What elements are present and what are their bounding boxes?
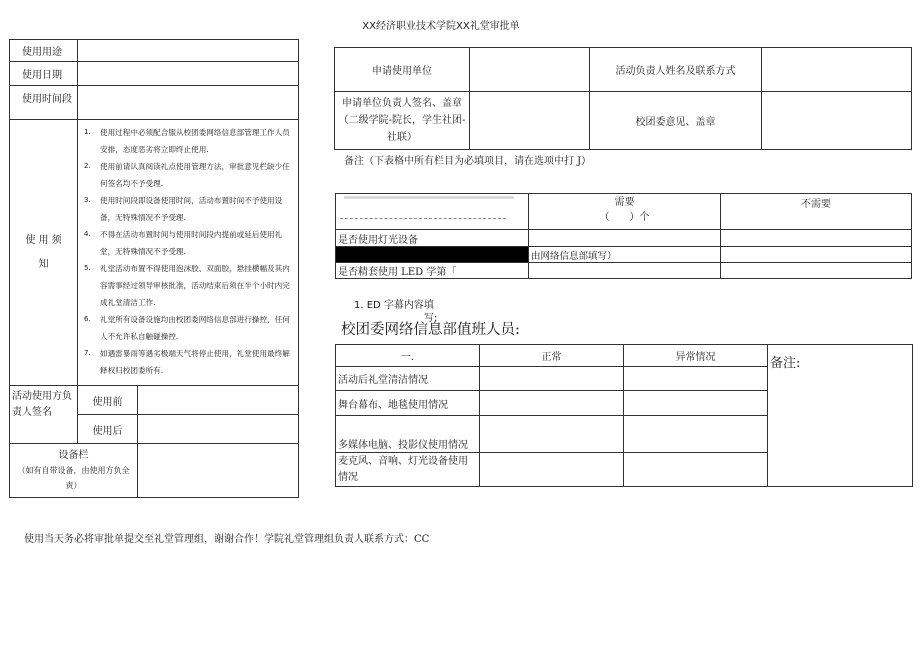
usage-date-row xyxy=(10,62,299,86)
notice-number: 6. xyxy=(84,315,91,323)
sign-before-label: 使用前 xyxy=(78,386,138,415)
light-need-cell[interactable] xyxy=(529,230,721,247)
led-content-note: 1. ED 字幕内容填 xyxy=(354,300,434,311)
sign-label: 活动使用方负责人签名 xyxy=(10,386,78,444)
usage-purpose-field[interactable] xyxy=(78,40,299,62)
notice-number: 3. xyxy=(84,196,91,204)
usage-time-field[interactable] xyxy=(78,86,299,120)
league-opinion-field[interactable] xyxy=(762,92,912,150)
sign-before-row xyxy=(10,386,299,415)
clean-normal-cell[interactable] xyxy=(480,367,624,391)
led-label: 是否精套使用 LED 学第「 xyxy=(336,263,529,279)
multimedia-normal-cell[interactable] xyxy=(480,416,624,453)
notice-row xyxy=(10,120,299,386)
notice-list xyxy=(78,120,299,386)
equipment-table xyxy=(335,193,912,279)
application-row xyxy=(335,48,912,92)
equip-label-cell xyxy=(10,444,138,498)
notice-number: 1. xyxy=(84,128,91,136)
network-fill-label: 由网络信息部填写） xyxy=(529,247,721,263)
no-need-option[interactable]: 不需要 xyxy=(721,194,912,230)
sign-before-field[interactable] xyxy=(138,386,299,415)
footer-note: 使用当天务必将审批单提交至礼堂管理组，谢谢合作！学院礼堂管理组负责人联系方式：CC xyxy=(24,534,430,545)
notice-label: 使 用 须 知 xyxy=(10,120,78,386)
notice-text: 使用前请认真阅读礼点使用管理方法，审批意见栏缺少任何签名均不予受理. xyxy=(100,162,290,188)
sign-after-field[interactable] xyxy=(138,415,299,444)
equip-note: （如有自带设备，由使用方负全责） xyxy=(17,466,130,490)
notice-text: 使用过程中必须配合服从校团委网络信息部管理工作人员安排，态度恶劣将立即终止使用. xyxy=(100,128,290,154)
equip-row xyxy=(10,444,299,498)
notice-text: 如遇雷暴雨等遇劣极端天气将停止使用，礼堂使用最终解释权归校团委所有. xyxy=(100,349,290,375)
notice-text: 礼堂活动布置不得使用泡沫胶、双面胶，悬挂横幅及其内容需事经过领导审核批准，活动结束后须在半个小时内完成礼堂清洁工作. xyxy=(100,264,290,307)
application-table xyxy=(334,47,912,150)
redacted-cell xyxy=(336,247,529,263)
equip-header-blank xyxy=(336,194,529,230)
multimedia-abnormal-cell[interactable] xyxy=(624,416,768,453)
usage-info-table xyxy=(9,39,299,498)
need-label: 需要 xyxy=(614,197,635,208)
audio-abnormal-cell[interactable] xyxy=(624,453,768,487)
unit-sign-field[interactable] xyxy=(470,92,590,150)
equip-label: 设备栏 xyxy=(58,450,89,461)
light-row xyxy=(336,230,912,247)
notice-item xyxy=(84,226,292,260)
contact-field[interactable] xyxy=(762,48,912,92)
usage-purpose-row xyxy=(10,40,299,62)
notice-item xyxy=(84,260,292,311)
duty-head-first: 一. xyxy=(336,345,480,367)
applicant-unit-field[interactable] xyxy=(470,48,590,92)
usage-time-label: 使用时间段 xyxy=(10,86,78,120)
network-no-need-cell[interactable] xyxy=(721,247,912,263)
notice-text: 礼堂所有设备设施均由校团委网络信息部进行操控，任何人不允许私自触碰操控. xyxy=(100,315,290,341)
need-count: （ ）个 xyxy=(599,212,650,223)
applicant-unit-label: 申请使用单位 xyxy=(335,48,470,92)
notice-number: 5. xyxy=(84,264,91,272)
duty-header-row xyxy=(336,345,913,367)
notice-item xyxy=(84,192,292,226)
need-option[interactable] xyxy=(529,194,721,230)
unit-sign-label: 申请单位负责人签名、盖章（二级学院-院长，学生社团-社联） xyxy=(335,92,470,150)
notice-number: 4. xyxy=(84,230,91,238)
notice-number: 7. xyxy=(84,349,91,357)
normal-header: 正常 xyxy=(480,345,624,367)
led-content-note-cont: 写: xyxy=(424,313,438,324)
usage-purpose-label: 使用用途 xyxy=(10,40,78,62)
led-row xyxy=(336,263,912,279)
notice-text: 使用时间段即设备使用时间，活动布置时间不予使用设备，无特殊情况不予受理. xyxy=(100,196,283,222)
light-label: 是否使用灯光设备 xyxy=(336,230,529,247)
form-title: XX经济职业技术学院XX礼堂审批单 xyxy=(362,21,520,32)
equip-field[interactable] xyxy=(138,444,299,498)
notice-item xyxy=(84,124,292,158)
notice-number: 2. xyxy=(84,162,91,170)
usage-date-label: 使用日期 xyxy=(10,62,78,86)
notice-item xyxy=(84,311,292,345)
duty-check-table xyxy=(335,344,913,487)
remark-note: 备注（下表格中所有栏目为必填项目，请在选项中打 J） xyxy=(344,156,592,167)
audio-normal-cell[interactable] xyxy=(480,453,624,487)
equip-header-row xyxy=(336,194,912,230)
clean-abnormal-cell[interactable] xyxy=(624,367,768,391)
multimedia-label: 多媒体电脑、投影仪使用情况 xyxy=(336,416,480,453)
stage-abnormal-cell[interactable] xyxy=(624,391,768,416)
sign-after-label: 使用后 xyxy=(78,415,138,444)
usage-time-row xyxy=(10,86,299,120)
notice-item xyxy=(84,345,292,379)
light-no-need-cell[interactable] xyxy=(721,230,912,247)
duty-staff-title: 校团委网络信息部值班人员: xyxy=(341,322,520,338)
usage-date-field[interactable] xyxy=(78,62,299,86)
led-need-cell[interactable] xyxy=(529,263,721,279)
contact-label: 活动负责人姓名及联系方式 xyxy=(590,48,762,92)
audio-label: 麦克风、音响、灯光设备使用情况 xyxy=(336,453,480,487)
notice-item xyxy=(84,158,292,192)
faded-line xyxy=(344,196,514,199)
network-row xyxy=(336,247,912,263)
abnormal-header: 异常情况 xyxy=(624,345,768,367)
approval-row xyxy=(335,92,912,150)
stage-label: 舞台幕布、地毯使用情况 xyxy=(336,391,480,416)
league-opinion-label: 校团委意见、盖章 xyxy=(590,92,762,150)
underline-blank xyxy=(340,218,506,219)
duty-remark[interactable]: 备注: xyxy=(768,345,913,487)
stage-normal-cell[interactable] xyxy=(480,391,624,416)
clean-label: 活动后礼堂清洁情况 xyxy=(336,367,480,391)
led-no-need-cell[interactable] xyxy=(721,263,912,279)
notice-text: 不得在活动布置时间与使用时间段内提前或延后使用礼堂，无特殊情况不予受理. xyxy=(100,230,283,256)
